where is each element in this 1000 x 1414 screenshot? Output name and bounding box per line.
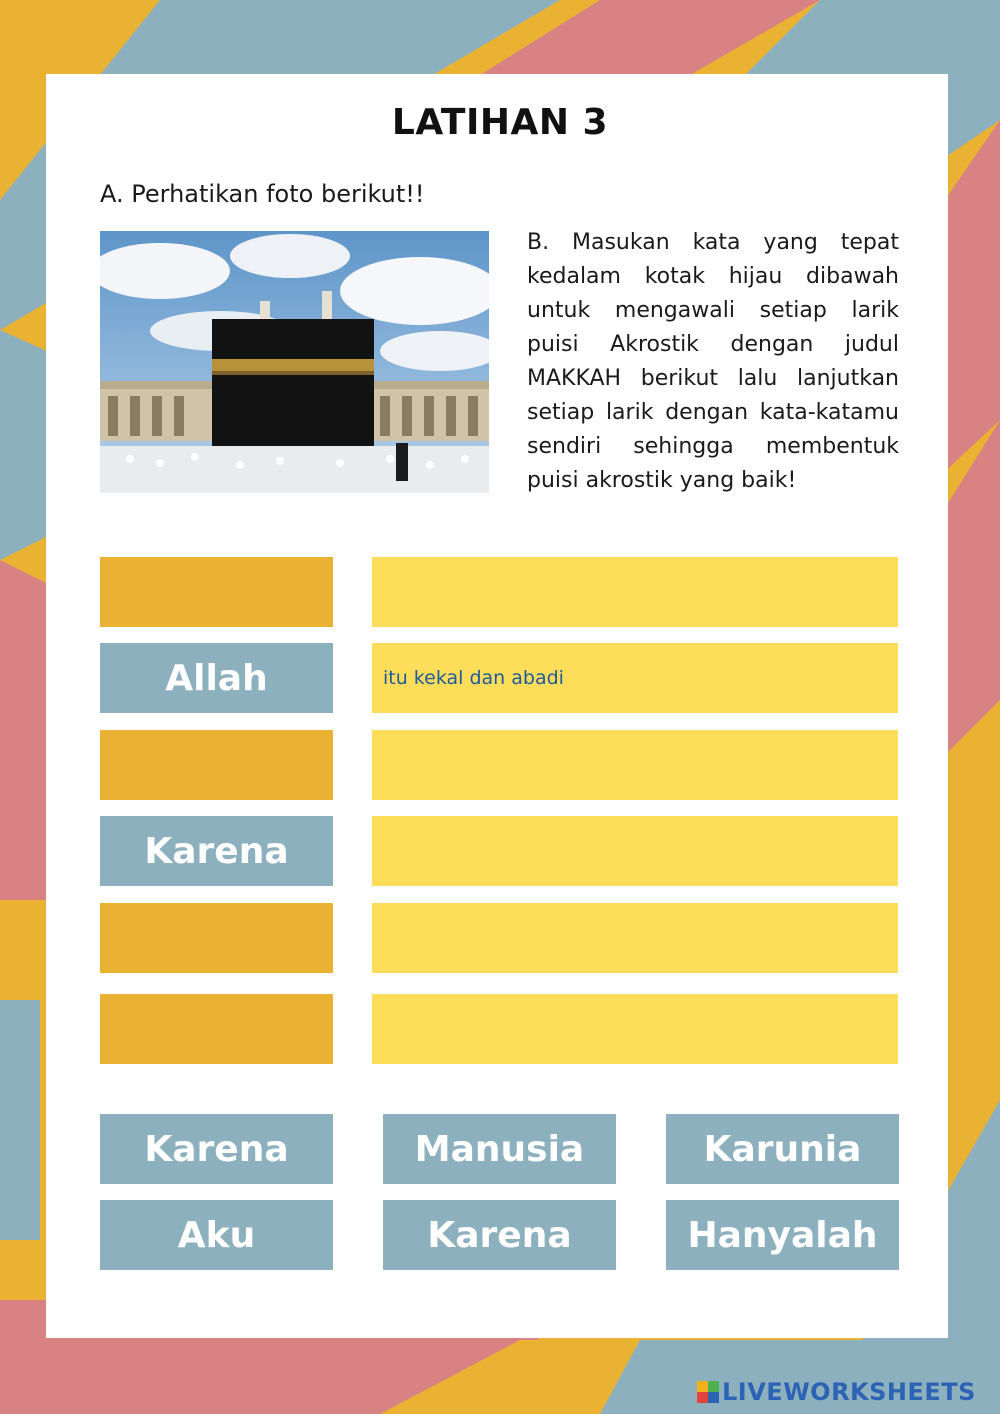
start-word-drop-slot[interactable] bbox=[100, 557, 333, 627]
poem-line-input[interactable] bbox=[372, 816, 898, 886]
page-title: LATIHAN 3 bbox=[391, 102, 609, 143]
poem-line-input[interactable] bbox=[372, 903, 898, 973]
poem-line-input[interactable]: itu kekal dan abadi bbox=[372, 643, 898, 713]
poem-line-input[interactable] bbox=[372, 557, 898, 627]
start-word-drop-slot[interactable] bbox=[100, 903, 333, 973]
liveworksheets-brand bbox=[697, 1378, 976, 1406]
poem-line-input[interactable] bbox=[372, 730, 898, 800]
poem-line-input[interactable] bbox=[372, 994, 898, 1064]
instruction-a: A. Perhatikan foto berikut!! bbox=[100, 180, 425, 208]
word-bank-item[interactable]: Manusia bbox=[383, 1114, 616, 1184]
start-word-drop-slot[interactable]: Allah bbox=[100, 643, 333, 713]
instruction-b: B. Masukan kata yang tepat kedalam kotak hijau dibawah untuk mengawali setiap larik puisi Akrostik dengan judul MAKKAH berikut lalu lanjutkan setiap larik dengan kata-katamu sendiri sehingga membentuk puisi akrostik yang baik! bbox=[527, 230, 899, 493]
word-bank-item[interactable]: Hanyalah bbox=[666, 1200, 899, 1270]
word-bank-item[interactable]: Aku bbox=[100, 1200, 333, 1270]
start-word-drop-slot[interactable] bbox=[100, 730, 333, 800]
start-word-drop-slot[interactable] bbox=[100, 994, 333, 1064]
brand-name: LIVEWORKSHEETS bbox=[722, 1378, 976, 1406]
kaaba-photo bbox=[100, 231, 489, 493]
start-word-drop-slot[interactable]: Karena bbox=[100, 816, 333, 886]
word-bank-item[interactable]: Karunia bbox=[666, 1114, 899, 1184]
liveworksheets-logo-icon bbox=[697, 1381, 719, 1403]
word-bank-item[interactable]: Karena bbox=[100, 1114, 333, 1184]
word-bank-item[interactable]: Karena bbox=[383, 1200, 616, 1270]
